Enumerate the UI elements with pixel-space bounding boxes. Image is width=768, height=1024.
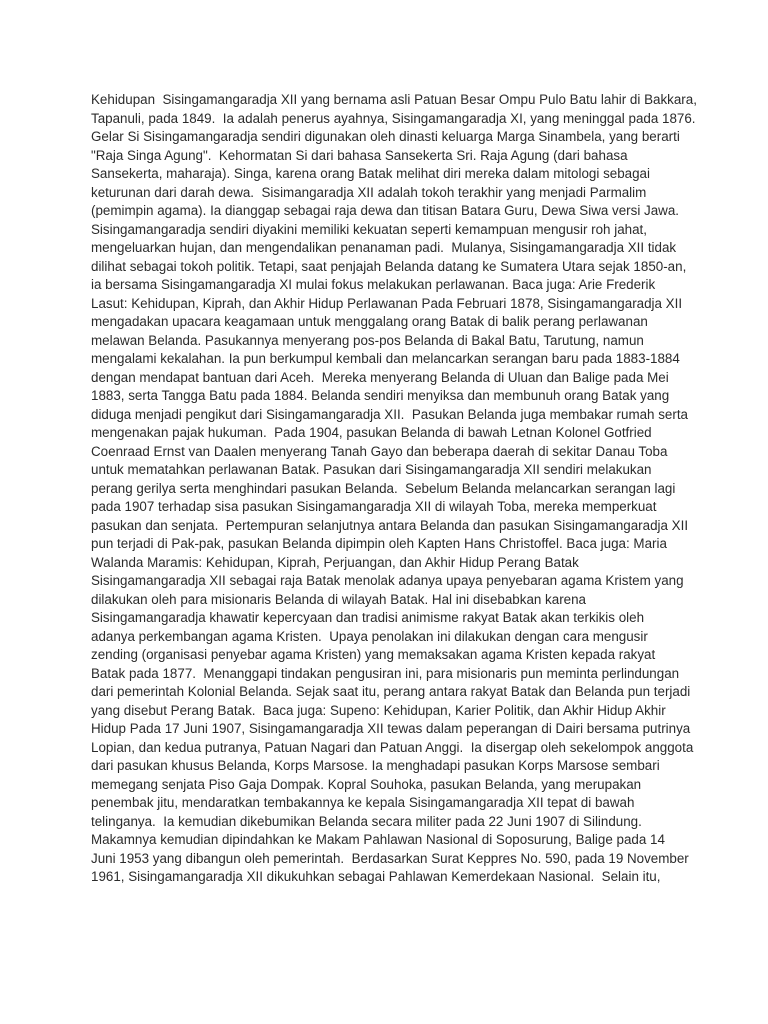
text-line: Kehidupan Sisingamangaradja XII yang bernama asli Patuan Besar Ompu Pulo Batu lahir di Bakkara, — [91, 92, 697, 107]
text-line: 1961, Sisingamangaradja XII dikukuhkan sebagai Pahlawan Kemerdekaan Nasional. Selain itu, — [91, 869, 661, 884]
text-line: Walanda Maramis: Kehidupan, Kiprah, Perjuangan, dan Akhir Hidup Perang Batak — [91, 554, 579, 570]
text-line: Hidup Pada 17 Juni 1907, Sisingamangaradja XII tewas dalam peperangan di Dairi bersama putrinya — [91, 721, 691, 736]
text-line: keturunan dari darah dewa. Sisimangaradja XII adalah tokoh terakhir yang menjadi Parmalim — [91, 184, 647, 200]
text-line: mengenakan pajak hukuman. Pada 1904, pasukan Belanda di bawah Letnan Kolonel Gotfried — [91, 425, 652, 440]
text-line: Sisingamangaradja khawatir kepercyaan dan tradisi animisme rakyat Batak akan terkikis oleh — [91, 610, 645, 625]
body-text — [91, 91, 697, 887]
text-line: pun terjadi di Pak-pak, pasukan Belanda dipimpin oleh Kapten Hans Christoffel. Baca juga: Maria — [91, 536, 667, 551]
text-line: dari pemerintah Kolonial Belanda. Sejak saat itu, perang antara rakyat Batak dan Belanda pun terjadi — [91, 684, 691, 699]
text-line: Coenraad Ernst van Daalen menyerang Tanah Gayo dan beberapa daerah di sekitar Danau Toba — [91, 443, 668, 459]
text-line: penembak jitu, mendaratkan tembakannya ke kepala Sisingamangaradja XII tepat di bawah — [91, 795, 635, 810]
text-line: Makamnya kemudian dipindahkan ke Makam Pahlawan Nasional di Soposurung, Balige pada 14 — [91, 832, 665, 847]
text-line: diduga menjadi pengikut dari Sisingamangaradja XII. Pasukan Belanda juga membakar rumah serta — [91, 406, 688, 422]
text-line: 1883, serta Tangga Batu pada 1884. Belanda sendiri menyiksa dan membunuh orang Batak yang — [91, 388, 670, 403]
text-line: untuk mematahkan perlawanan Batak. Pasukan dari Sisingamangaradja XII sendiri melakukan — [91, 462, 652, 477]
text-line: Lopian, dan kedua putranya, Patuan Nagari dan Patuan Anggi. Ia disergap oleh sekelompok anggota — [91, 739, 694, 755]
text-line: Juni 1953 yang dibangun oleh pemerintah. Berdasarkan Surat Keppres No. 590, pada 19 November — [91, 850, 689, 866]
text-line: adanya perkembangan agama Kristen. Upaya penolakan ini dilakukan dengan cara mengusir — [91, 628, 648, 644]
text-line: dilakukan oleh para misionaris Belanda di wilayah Batak. Hal ini disebabkan karena — [91, 591, 587, 607]
text-line: dengan mendapat bantuan dari Aceh. Mereka menyerang Belanda di Uluan dan Balige pada Mei — [91, 369, 669, 385]
text-line: melawan Belanda. Pasukannya menyerang pos-pos Belanda di Bakal Batu, Tarutung, namun — [91, 332, 644, 348]
text-line: dilihat sebagai tokoh politik. Tetapi, saat penjajah Belanda datang ke Sumatera Utara sejak 1850-an, — [91, 258, 687, 274]
text-line: Batak pada 1877. Menanggapi tindakan pengusiran ini, para misionaris pun meminta perlindungan — [91, 665, 680, 681]
text-line: zending (organisasi penyebar agama Kristen) yang memaksakan agama Kristen kepada rakyat — [91, 647, 656, 662]
text-line: Tapanuli, pada 1849. Ia adalah penerus ayahnya, Sisingamangaradja XI, yang meninggal pada 1876. — [91, 110, 696, 126]
text-line: yang disebut Perang Batak. Baca juga: Supeno: Kehidupan, Karier Politik, dan Akhir Hidup Akhir — [91, 702, 666, 718]
text-line: Gelar Si Sisingamangaradja sendiri digunakan oleh dinasti keluarga Marga Sinambela, yang berarti — [91, 129, 680, 144]
text-line: pasukan dan senjata. Pertempuran selanjutnya antara Belanda dan pasukan Sisingamangaradja XII — [91, 517, 689, 533]
text-line: Sisingamangaradja XII sebagai raja Batak menolak adanya upaya penyebaran agama Kristem yang — [91, 573, 684, 588]
text-line: (pemimpin agama). Ia dianggap sebagai raja dewa dan titisan Batara Guru, Dewa Siwa versi Jawa. — [91, 203, 680, 218]
text-line: "Raja Singa Agung". Kehormatan Si dari bahasa Sansekerta Sri. Raja Agung (dari bahasa — [91, 147, 628, 163]
text-line: mengalami kekalahan. Ia pun berkumpul kembali dan melancarkan serangan baru pada 1883-1884 — [91, 351, 680, 366]
text-line: dari pasukan khusus Belanda, Korps Marsose. Ia menghadapi pasukan Korps Marsose sembari — [91, 758, 660, 773]
text-line: pada 1907 terhadap sisa pasukan Sisingamangaradja XII di wilayah Toba, mereka memperkuat — [91, 499, 657, 514]
text-line: ia bersama Sisingamangaradja XI mulai fokus melakukan perlawanan. Baca juga: Arie Frederik — [91, 277, 656, 292]
text-line: mengadakan upacara keagamaan untuk menggalang orang Batak di balik perang perlawanan — [91, 314, 648, 329]
text-line: telinganya. Ia kemudian dikebumikan Belanda secara militer pada 22 Juni 1907 di Silindung. — [91, 813, 642, 829]
text-line: mengeluarkan hujan, dan mengendalikan penanaman padi. Mulanya, Sisingamangaradja XII tidak — [91, 240, 677, 255]
text-line: memegang senjata Piso Gaja Dompak. Kopral Souhoka, pasukan Belanda, yang merupakan — [91, 776, 642, 792]
text-line: Sansekerta, maharaja). Singa, karena orang Batak melihat diri mereka dalam mitologi sebagai — [91, 166, 650, 181]
text-line: Lasut: Kehidupan, Kiprah, dan Akhir Hidup Perlawanan Pada Februari 1878, Sisingamangaradja XII — [91, 295, 683, 311]
text-line: Sisingamangaradja sendiri diyakini memiliki kekuatan seperti kemampuan mengusir roh jahat, — [91, 221, 647, 237]
text-line: perang gerilya serta menghindari pasukan Belanda. Sebelum Belanda melancarkan serangan lagi — [91, 480, 676, 496]
